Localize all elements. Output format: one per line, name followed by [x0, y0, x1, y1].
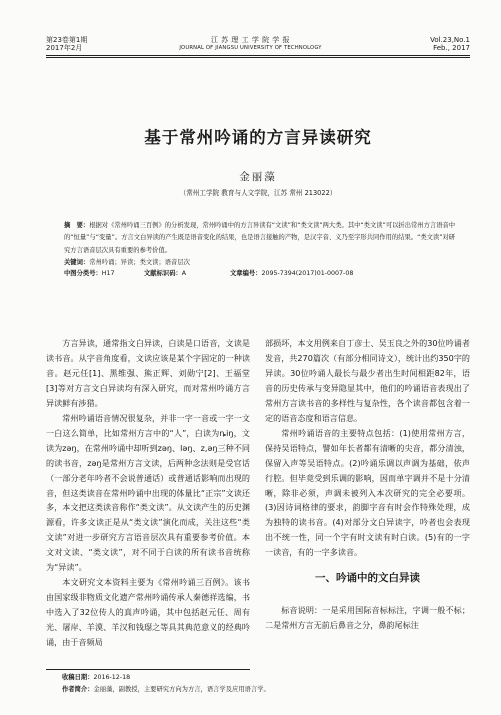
journal-name: [150, 36, 351, 52]
doc-value: A: [181, 270, 187, 277]
author-name: 金丽藻: [239, 171, 277, 183]
bio-value: 金丽藻，副教授，主要研究方向为方言，语言学及应用语言学。: [93, 686, 270, 693]
received-label: 收稿日期：: [62, 674, 94, 681]
received-value: 2016-12-18: [93, 674, 131, 681]
received-date: [62, 674, 130, 682]
journal-name-cn: 江 苏 理 工 学 院 学 报: [210, 36, 291, 44]
bio-label: 作者简介：: [62, 686, 94, 693]
clc-number: [64, 270, 115, 278]
keywords-label: 关键词：: [64, 259, 90, 267]
article-number: [230, 270, 353, 278]
header-rule-bottom: [46, 57, 470, 58]
issue-volume: 第23卷第1期: [46, 36, 88, 44]
body-column-right: [265, 336, 470, 560]
journal-name-en: JOURNAL OF JIANGSU UNIVERSITY OF TECHNOLOGY: [179, 45, 322, 51]
paragraph: 常州吟诵语音情况很复杂，并非一字一音或一字一文一白这么简单，比如常州方言中的“人”，白读为ȵiŋ，文读为zəŋ，在常州吟诵中却听到zəŋ、ləŋ、z,əŋ三种不同的读书音，zəŋ是常州方言文读，后两种念法则是受官话（一部分老年吟者不会说普通话）或普通话影响而出现的音，但这类读音在常州吟诵中出现的体量比“正宗”文读还多，本文把这类读音称作“类文读”。从文读产生的历史渊源看，许多文读正是从“类文读”演化而成，关注这些“类文读”对进一步研究方言语音层次具有重要参考价值。本文对文读、“类文读”，对不同于白读的所有读书音统称为“异读”。: [46, 412, 250, 573]
volume-info: [430, 36, 470, 52]
abstract: [64, 220, 456, 270]
clc-label: 中图分类号：: [64, 270, 102, 277]
paragraph: 部损坏，本文用例来自丁彦士、吴玉良之外的30位吟诵者发音，共270篇次（有部分相同诗文），统计出约350字的异读。30位吟诵人最长与最少者出生时间相距82年，语音的历史传承与变异隐显其中，他们的吟诵语音表现出了常州方言读书音的多样性与复杂性，各个读音都包含着一定的语音态度和语言信息。: [265, 338, 470, 423]
volume-date: Feb., 2017: [433, 44, 470, 52]
header-rule-top: [46, 55, 470, 56]
article-title: 基于常州吟诵的方言异读研究: [144, 128, 372, 147]
issue-date: 2017年2月: [46, 44, 83, 52]
volume-number: Vol.23,No.1: [430, 36, 470, 44]
paragraph: 标音说明：一是采用国际音标标注，字调一般不标；二是常州方言无前后鼻音之分，鼻韵尾标注: [265, 605, 470, 630]
paragraph: 方言异读，通常指文白异读，白读是口语音，文读是读书音。从字音角度看，文读应该是某个字固定的一种读音。赵元任[1]、黑维强、熊正辉、刘勋宁[2]、王福堂[3]等对方言文白异读均有深入研究，而对常州吟诵方言异读鲜有涉猎。: [46, 338, 250, 408]
paragraph: 常州吟诵语音的主要特点包括：(1)使用常州方言，保持吴语特点，譬如年长者都有清晰的尖音，都分清浊，保留入声等吴语特点。(2)吟诵乐调以声调为基础，依声行腔。但毕竟受到乐调的影响，因而单字调并不是十分清晰，除非必须，声调未被列入本次研究的完全必要项。(3)因诗词格律的要求，韵脚字音有时会作特殊处理，成为独特的读书音。(4)对部分文白异读字，吟者也会表现出不统一性，同一个字有时文读有时白读。(5)有的一字一读音，有的一字多读音。: [265, 427, 470, 558]
article-value: 2095-7394(2017)01-0007-08: [261, 270, 354, 277]
paragraph: 本文研究文本资料主要为《常州吟诵三百例》。该书由国家级非物质文化遗产常州吟诵传承人秦德祥选编，书中选入了32位传人的真声吟诵，其中包括赵元任、周有光、屠岸、羊漠、羊汉和钱璱之等具其典范意义的经典吟诵，由于音频局: [46, 577, 250, 648]
abstract-text: 根据对《常州吟诵三百例》的分析发现，常州吟诵中的方言异读有“文读”和“类文读”两大类。其中“类文读”可以折出常州方言语音中的“恒量”与“变量”。方言文白异读的产生既是语音变化的结果，也是语言接触的产物，是汉字音、义乃至字形共同作用的结果。“类文读”对研究方言语音层次具有重要的参考价值。: [64, 222, 456, 254]
author-bio: [62, 686, 270, 694]
document-code: [144, 270, 186, 278]
clc-value: H17: [101, 270, 115, 277]
doc-label: 文献标识码：: [144, 270, 182, 277]
keywords-text: 常州吟诵；异读；类文读；语音层次: [89, 259, 190, 267]
author-affiliation: （常州工学院 教育与人文学院，江苏 常州 213022）: [179, 189, 337, 197]
abstract-label: 摘 要：: [64, 222, 90, 229]
section-heading: 一、吟诵中的文白异读: [315, 572, 420, 584]
issue-info: [46, 36, 87, 52]
article-label: 文章编号：: [230, 270, 262, 277]
body-column-right-continued: [265, 603, 470, 633]
body-column-left: [46, 336, 250, 650]
footnote-rule: [46, 669, 250, 670]
